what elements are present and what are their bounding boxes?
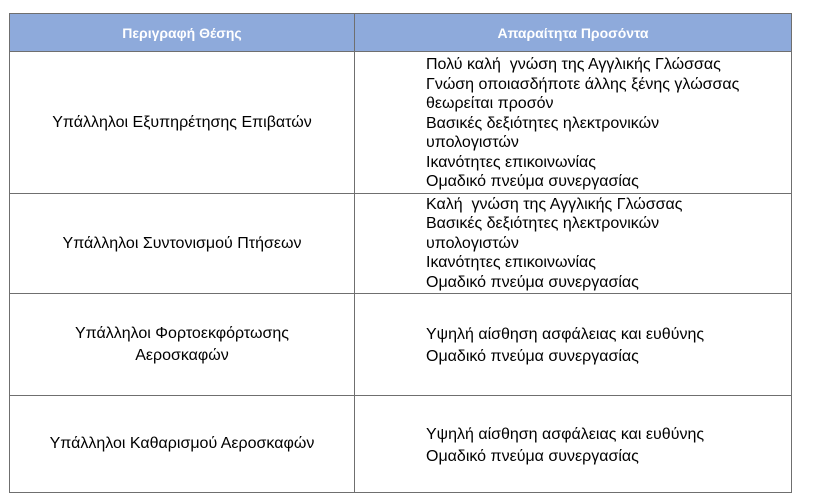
requirement-item: Ομαδικό πνεύμα συνεργασίας (426, 348, 639, 365)
column-header-requirements: Απαραίτητα Προσόντα (355, 14, 792, 52)
requirement-item: Ομαδικό πνεύμα συνεργασίας (426, 273, 639, 291)
requirements-list (355, 53, 791, 192)
position-line: Αεροσκαφών (135, 346, 229, 364)
requirement-item: Βασικές δεξιότητες ηλεκτρονικών (426, 114, 660, 132)
table-row (10, 294, 792, 396)
requirement-item: Γνώση οποιασδήποτε άλλης ξένης γλώσσας (426, 75, 740, 93)
requirements-cell (355, 194, 792, 294)
position-cell: Υπάλληλοι Συντονισμού Πτήσεων (10, 194, 355, 294)
requirement-item: υπολογιστών (426, 234, 519, 252)
requirement-item: Υψηλή αίσθηση ασφάλειας και ευθύνης (426, 425, 705, 443)
requirement-item: Υψηλή αίσθηση ασφάλειας και ευθύνης (426, 326, 705, 343)
position-cell: Υπάλληλοι Εξυπηρέτησης Επιβατών (10, 52, 355, 194)
requirements-list (355, 421, 791, 468)
requirement-item: θεωρείται προσόν (426, 95, 554, 113)
column-header-position: Περιγραφή Θέσης (10, 14, 355, 52)
requirement-item: Καλή γνώση της Αγγλικής Γλώσσας (426, 195, 683, 213)
job-requirements-table (9, 13, 792, 493)
table-row (10, 396, 792, 493)
requirement-item: Ομαδικό πνεύμα συνεργασίας (426, 447, 639, 465)
table-header-row (10, 14, 792, 52)
requirement-item: Βασικές δεξιότητες ηλεκτρονικών (426, 215, 660, 233)
requirement-item: Ικανότητες επικοινωνίας (426, 153, 596, 171)
requirements-list (355, 195, 791, 293)
requirements-list (355, 321, 791, 368)
requirements-cell (355, 294, 792, 396)
position-cell: Υπάλληλοι Καθαρισμού Αεροσκαφών (10, 396, 355, 493)
requirement-item: Πολύ καλή γνώση της Αγγλικής Γλώσσας (426, 56, 721, 74)
requirement-item: Ικανότητες επικοινωνίας (426, 254, 596, 272)
requirements-cell (355, 52, 792, 194)
requirements-cell (355, 396, 792, 493)
position-cell (10, 294, 355, 396)
requirement-item: υπολογιστών (426, 134, 519, 152)
requirement-item: Ομαδικό πνεύμα συνεργασίας (426, 173, 639, 191)
table-row (10, 194, 792, 294)
table-row (10, 52, 792, 194)
position-line: Υπάλληλοι Φορτοεκφόρτωσης (75, 324, 289, 342)
